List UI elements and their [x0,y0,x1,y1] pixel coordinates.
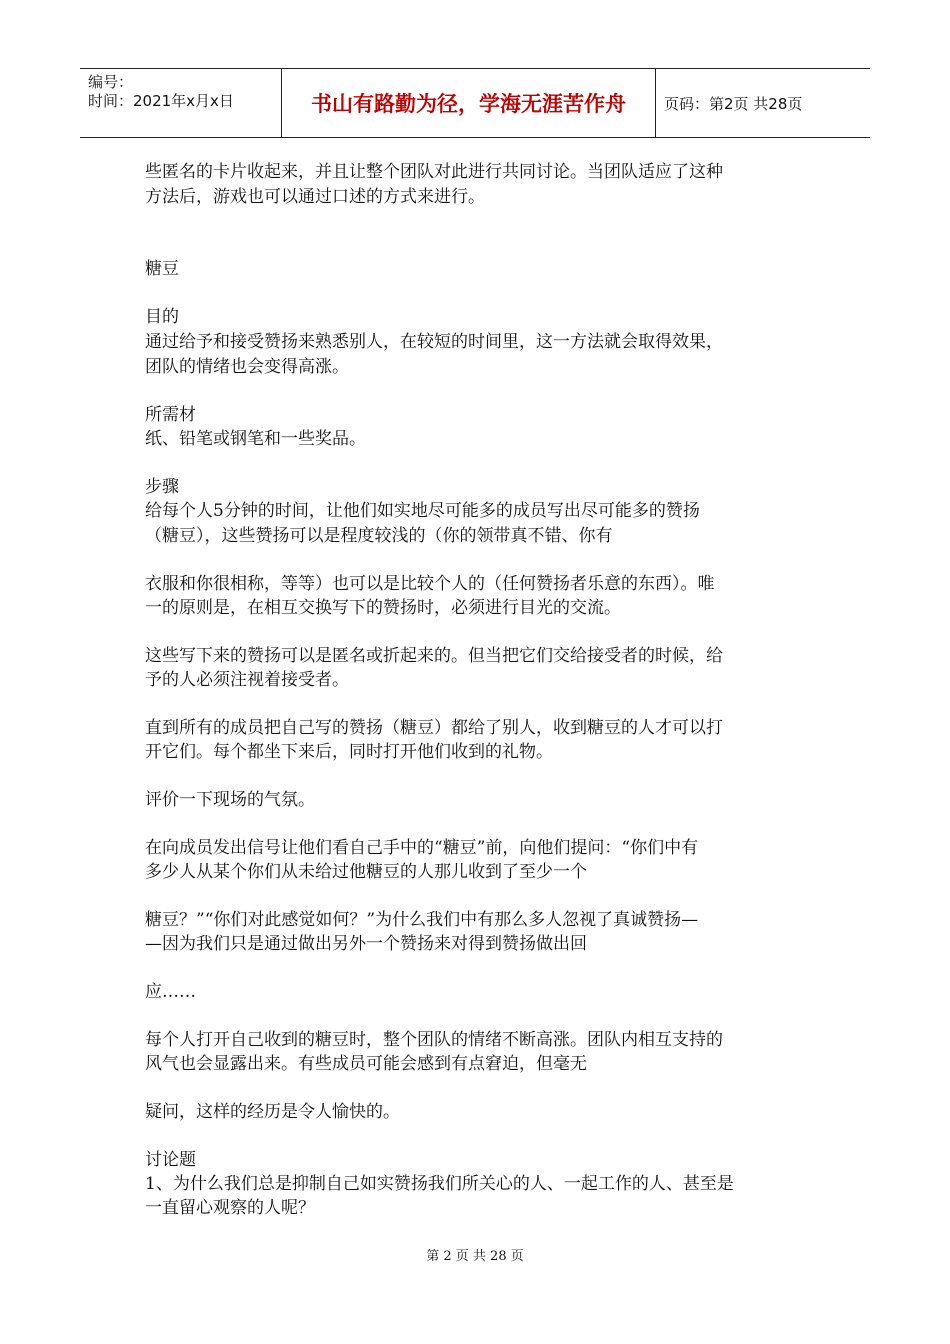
section-heading: 糖豆 [145,259,179,279]
header-motto: 书山有路勤为径，学海无涯苦作舟 [282,69,656,137]
body-line: 予的人必须注视着接受者。 [145,670,349,690]
time-label: 时间：2021年x月x日 [88,92,234,110]
body-line: 这些写下来的赞扬可以是匿名或折起来的。但当把它们交给接受者的时候，给 [145,646,723,666]
body-line: 糖豆？”“你们对此感觉如何？”为什么我们中有那么多人忽视了真诚赞扬— [145,910,699,930]
body-line: 开它们。每个都坐下来后，同时打开他们收到的礼物。 [145,742,553,762]
body-line: 评价一下现场的气氛。 [145,790,315,810]
body-line: —因为我们只是通过做出另外一个赞扬来对得到赞扬做出回 [145,934,587,954]
body-line: 应…… [145,982,196,1002]
body-line: 多少人从某个你们从未给过他糖豆的人那儿收到了至少一个 [145,862,587,882]
body-line: 直到所有的成员把自己写的赞扬（糖豆）都给了别人，收到糖豆的人才可以打 [145,718,723,738]
body-line: 衣服和你很相称，等等）也可以是比较个人的（任何赞扬者乐意的东西）。唯 [145,574,715,594]
body-line: 每个人打开自己收到的糖豆时，整个团队的情绪不断高涨。团队内相互支持的 [145,1030,723,1050]
body-line: 一直留心观察的人呢？ [145,1198,315,1218]
body-line: 方法后，游戏也可以通过口述的方式来进行。 [145,187,485,207]
body-line: 团队的情绪也会变得高涨。 [145,357,349,377]
subheading: 步骤 [145,477,179,497]
page-footer: 第 2 页 共 28 页 [426,1249,524,1264]
subheading: 讨论题 [145,1150,196,1170]
body-line: 疑问，这样的经历是令人愉快的。 [145,1102,400,1122]
body-line: 纸、铅笔或钢笔和一些奖品。 [145,429,366,449]
header-page-label: 页码：第2页 共28页 [664,94,803,113]
code-label: 编号： [88,73,134,91]
body-line: 给每个人5分钟的时间，让他们如实地尽可能多的成员写出尽可能多的赞扬 [145,501,700,521]
body-line: 些匿名的卡片收起来，并且让整个团队对此进行共同讨论。当团队适应了这种 [145,162,723,182]
body-line: 一的原则是，在相互交换写下的赞扬时，必须进行目光的交流。 [145,598,621,618]
body-line: 1、为什么我们总是抑制自己如实赞扬我们所关心的人、一起工作的人、甚至是 [145,1174,734,1194]
body-line: 通过给予和接受赞扬来熟悉别人，在较短的时间里，这一方法就会取得效果， [145,332,723,352]
header-meta [80,69,282,137]
body-line: 风气也会显露出来。有些成员可能会感到有点窘迫，但毫无 [145,1054,587,1074]
body-line: （糖豆），这些赞扬可以是程度较浅的（你的领带真不错、你有 [145,526,613,546]
body-line: 在向成员发出信号让他们看自己手中的“糖豆”前，向他们提问：“你们中有 [145,838,699,858]
subheading: 所需材 [145,405,196,425]
subheading: 目的 [145,307,179,327]
page-header [80,68,870,138]
